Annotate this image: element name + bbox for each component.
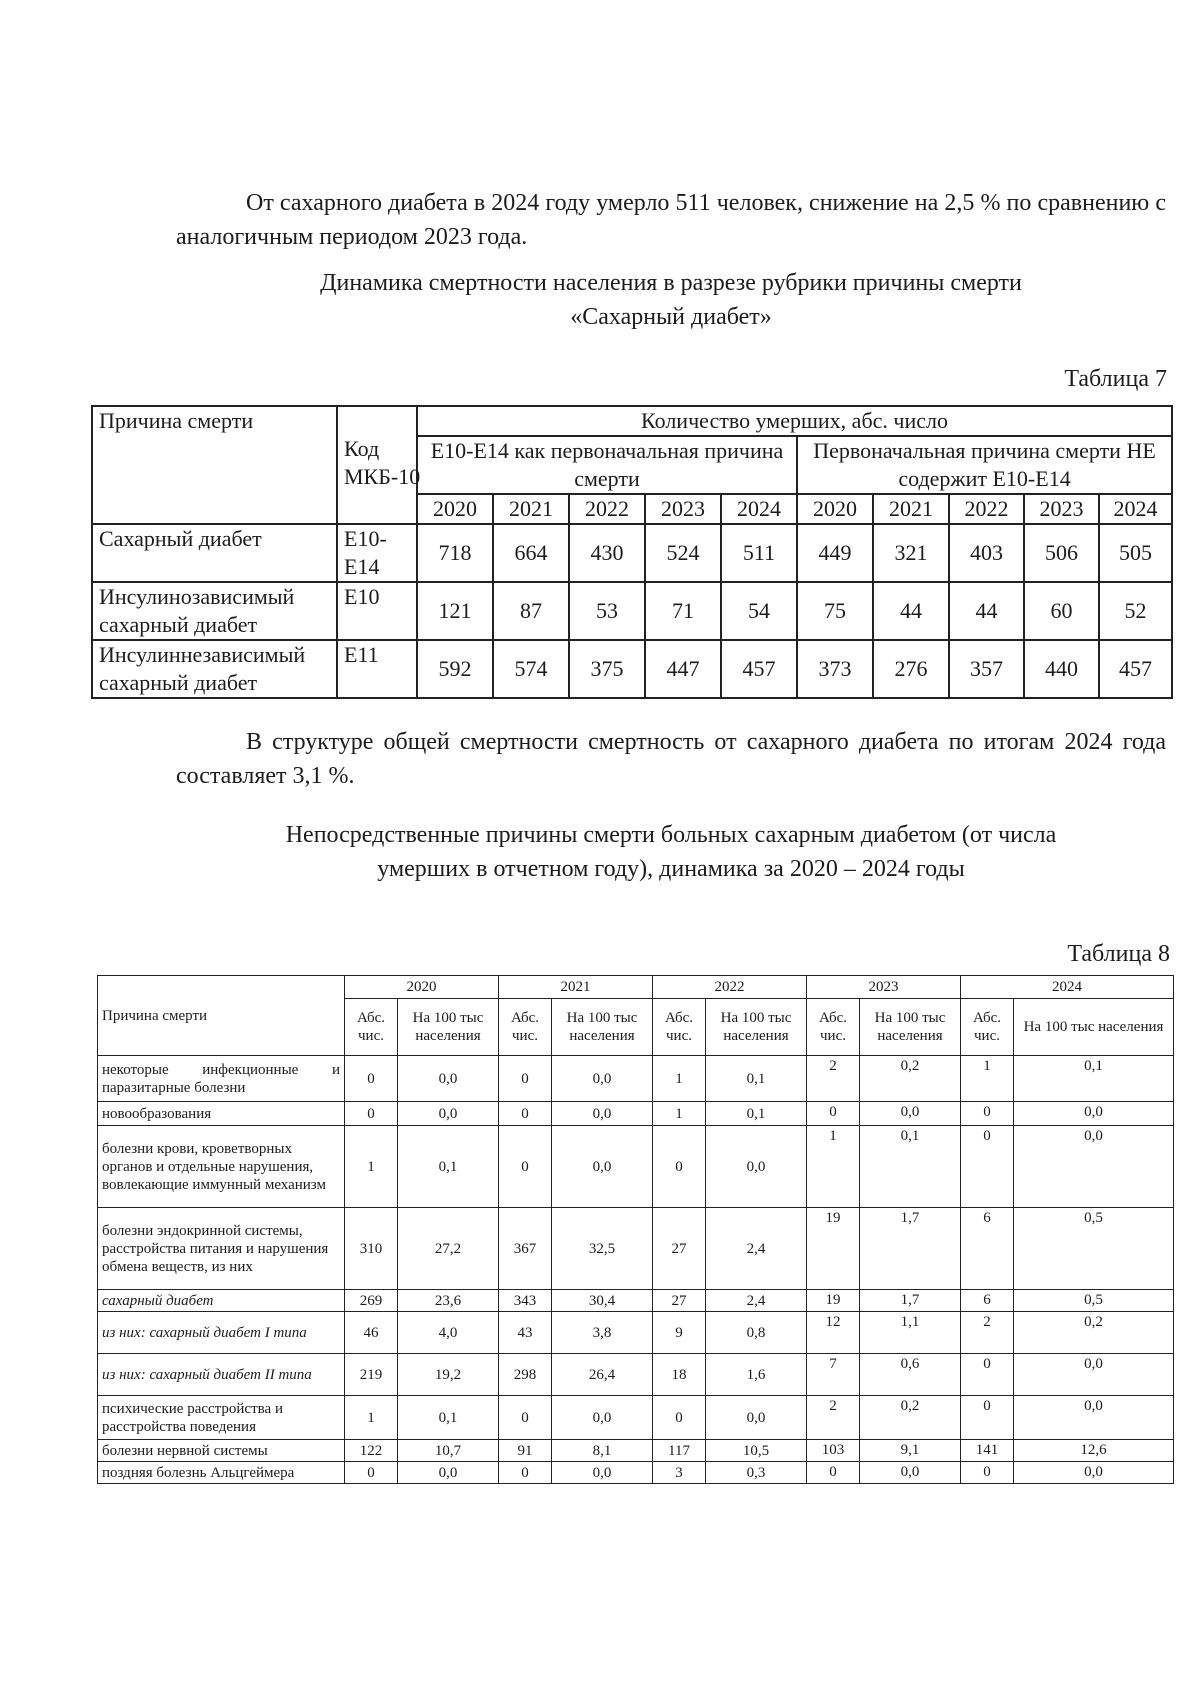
structure-paragraph: В структуре общей смертности смертность от сахарного диабета по итогам 2024 года составляет 3,1 %. <box>176 729 1166 789</box>
t7-value-cell: 592 <box>417 640 493 698</box>
t8-value-cell: 0,0 <box>1014 1462 1174 1484</box>
table-row <box>98 1396 1174 1440</box>
t8-value-cell: 0,5 <box>1014 1290 1174 1312</box>
t8-value-cell: 32,5 <box>552 1208 653 1290</box>
t8-value-cell: 1 <box>653 1102 706 1126</box>
t8-cause-cell: болезни эндокринной системы, расстройства питания и нарушения обмена веществ, из них <box>98 1208 345 1290</box>
t7-value-cell: 718 <box>417 524 493 582</box>
t8-value-cell: 19,2 <box>398 1354 499 1396</box>
table-row <box>98 1208 1174 1290</box>
t8-header-abs: Абс. чис. <box>807 999 860 1056</box>
t7-value-cell: 574 <box>493 640 569 698</box>
t8-value-cell: 0 <box>807 1102 860 1126</box>
t8-value-cell: 0,0 <box>1014 1126 1174 1208</box>
t7-header-year: 2021 <box>493 494 569 524</box>
t8-value-cell: 3,8 <box>552 1312 653 1354</box>
table-8 <box>97 975 1174 1484</box>
t7-value-cell: 54 <box>721 582 797 640</box>
t8-value-cell: 1 <box>807 1126 860 1208</box>
t7-header-year: 2022 <box>569 494 645 524</box>
t8-value-cell: 0,0 <box>398 1102 499 1126</box>
t7-value-cell: 375 <box>569 640 645 698</box>
table7-label: Таблица 7 <box>1064 366 1167 392</box>
t7-value-cell: 44 <box>873 582 949 640</box>
t7-value-cell: 449 <box>797 524 873 582</box>
t8-value-cell: 0 <box>961 1354 1014 1396</box>
t7-header-year: 2020 <box>797 494 873 524</box>
t7-header-year: 2024 <box>721 494 797 524</box>
t7-value-cell: 52 <box>1099 582 1172 640</box>
t7-header-year: 2023 <box>645 494 721 524</box>
t8-value-cell: 0,1 <box>706 1056 807 1102</box>
t8-value-cell: 9 <box>653 1312 706 1354</box>
table-row <box>98 1354 1174 1396</box>
t8-header-abs: Абс. чис. <box>499 999 552 1056</box>
t8-value-cell: 26,4 <box>552 1354 653 1396</box>
t8-value-cell: 0 <box>345 1462 398 1484</box>
t8-value-cell: 0 <box>345 1102 398 1126</box>
t8-value-cell: 1 <box>653 1056 706 1102</box>
t7-header-year: 2022 <box>949 494 1024 524</box>
t8-value-cell: 0,0 <box>706 1396 807 1440</box>
t8-cause-cell: некоторые инфекционные и паразитарные болезни <box>98 1056 345 1102</box>
t8-header-year: 2021 <box>499 976 653 999</box>
t8-header-abs: Абс. чис. <box>345 999 398 1056</box>
t8-value-cell: 0 <box>961 1396 1014 1440</box>
t8-header-per100k: На 100 тыс населения <box>860 999 961 1056</box>
t7-value-cell: 440 <box>1024 640 1099 698</box>
t7-value-cell: 87 <box>493 582 569 640</box>
t8-header-cause: Причина смерти <box>98 976 345 1056</box>
t7-value-cell: 276 <box>873 640 949 698</box>
table8-caption-line1: Непосредственные причины смерти больных сахарным диабетом (от числа <box>285 822 1057 848</box>
t8-value-cell: 0,0 <box>552 1056 653 1102</box>
t8-value-cell: 1,6 <box>706 1354 807 1396</box>
t7-value-cell: 506 <box>1024 524 1099 582</box>
t8-value-cell: 0,0 <box>1014 1354 1174 1396</box>
t8-header-year: 2024 <box>961 976 1174 999</box>
t7-value-cell: 457 <box>1099 640 1172 698</box>
t7-value-cell: 403 <box>949 524 1024 582</box>
table-row <box>98 1056 1174 1102</box>
t8-value-cell: 0 <box>345 1056 398 1102</box>
table-row <box>98 1290 1174 1312</box>
t8-value-cell: 1 <box>961 1056 1014 1102</box>
t8-cause-cell: из них: сахарный диабет II типа <box>98 1354 345 1396</box>
t8-value-cell: 0,0 <box>860 1102 961 1126</box>
t8-value-cell: 2 <box>807 1056 860 1102</box>
t8-value-cell: 27 <box>653 1208 706 1290</box>
t7-code-cell: Е10 <box>337 582 417 640</box>
t8-value-cell: 23,6 <box>398 1290 499 1312</box>
t8-value-cell: 6 <box>961 1208 1014 1290</box>
t8-value-cell: 0,1 <box>398 1126 499 1208</box>
t8-value-cell: 12,6 <box>1014 1440 1174 1462</box>
t8-value-cell: 2,4 <box>706 1290 807 1312</box>
table8-label: Таблица 8 <box>1067 941 1170 967</box>
t8-value-cell: 27,2 <box>398 1208 499 1290</box>
t7-value-cell: 505 <box>1099 524 1172 582</box>
t7-value-cell: 44 <box>949 582 1024 640</box>
t8-value-cell: 298 <box>499 1354 552 1396</box>
table7-caption <box>176 266 1166 334</box>
t8-cause-cell: сахарный диабет <box>98 1290 345 1312</box>
t8-value-cell: 2 <box>807 1396 860 1440</box>
t8-cause-cell: из них: сахарный диабет I типа <box>98 1312 345 1354</box>
t7-value-cell: 321 <box>873 524 949 582</box>
t8-header-abs: Абс. чис. <box>653 999 706 1056</box>
t8-value-cell: 0,1 <box>706 1102 807 1126</box>
t7-cause-cell: Сахарный диабет <box>92 524 337 582</box>
t7-value-cell: 524 <box>645 524 721 582</box>
t7-value-cell: 664 <box>493 524 569 582</box>
t8-value-cell: 3 <box>653 1462 706 1484</box>
t8-value-cell: 0 <box>961 1102 1014 1126</box>
t8-value-cell: 0,0 <box>398 1056 499 1102</box>
t8-value-cell: 0,5 <box>1014 1208 1174 1290</box>
t8-value-cell: 0,2 <box>860 1396 961 1440</box>
t8-cause-cell: болезни нервной системы <box>98 1440 345 1462</box>
t8-value-cell: 0,1 <box>860 1126 961 1208</box>
t8-value-cell: 269 <box>345 1290 398 1312</box>
t8-value-cell: 0,2 <box>1014 1312 1174 1354</box>
t8-value-cell: 12 <box>807 1312 860 1354</box>
t8-header-year: 2022 <box>653 976 807 999</box>
t8-value-cell: 2,4 <box>706 1208 807 1290</box>
t7-header-group2: Первоначальная причина смерти НЕ содержит Е10-Е14 <box>797 436 1172 494</box>
t8-cause-cell: новообразования <box>98 1102 345 1126</box>
t8-value-cell: 1 <box>345 1396 398 1440</box>
t7-value-cell: 121 <box>417 582 493 640</box>
t8-value-cell: 8,1 <box>552 1440 653 1462</box>
t8-value-cell: 18 <box>653 1354 706 1396</box>
t8-value-cell: 122 <box>345 1440 398 1462</box>
t8-value-cell: 0,0 <box>860 1462 961 1484</box>
t8-value-cell: 0,8 <box>706 1312 807 1354</box>
t8-value-cell: 0 <box>961 1462 1014 1484</box>
t8-value-cell: 0,1 <box>1014 1056 1174 1102</box>
t8-value-cell: 43 <box>499 1312 552 1354</box>
t7-value-cell: 430 <box>569 524 645 582</box>
t8-value-cell: 310 <box>345 1208 398 1290</box>
t8-value-cell: 0 <box>499 1462 552 1484</box>
t8-value-cell: 0 <box>499 1126 552 1208</box>
t7-header-deaths: Количество умерших, абс. число <box>417 406 1172 436</box>
table-row <box>92 582 1172 640</box>
table8-caption-line2: умерших в отчетном году), динамика за 2020 – 2024 годы <box>377 856 965 882</box>
t8-value-cell: 1,1 <box>860 1312 961 1354</box>
t8-header-per100k: На 100 тыс населения <box>552 999 653 1056</box>
t7-code-cell: Е11 <box>337 640 417 698</box>
t8-value-cell: 2 <box>961 1312 1014 1354</box>
intro-paragraph: От сахарного диабета в 2024 году умерло 511 человек, снижение на 2,5 % по сравнению с аналогичным периодом 2023 года. <box>176 190 1166 250</box>
t7-value-cell: 447 <box>645 640 721 698</box>
t8-value-cell: 141 <box>961 1440 1014 1462</box>
table-row <box>98 1462 1174 1484</box>
t8-value-cell: 0 <box>653 1396 706 1440</box>
t8-value-cell: 0,0 <box>552 1126 653 1208</box>
t8-value-cell: 0 <box>807 1462 860 1484</box>
t8-value-cell: 10,5 <box>706 1440 807 1462</box>
table-row <box>92 524 1172 582</box>
t7-header-year: 2020 <box>417 494 493 524</box>
t7-value-cell: 71 <box>645 582 721 640</box>
t8-value-cell: 367 <box>499 1208 552 1290</box>
t8-value-cell: 7 <box>807 1354 860 1396</box>
t8-value-cell: 0,2 <box>860 1056 961 1102</box>
t8-value-cell: 0,0 <box>1014 1396 1174 1440</box>
table-row <box>98 1440 1174 1462</box>
t8-value-cell: 0,0 <box>398 1462 499 1484</box>
t8-value-cell: 0 <box>499 1102 552 1126</box>
t8-header-per100k: На 100 тыс населения <box>706 999 807 1056</box>
t8-value-cell: 0,1 <box>398 1396 499 1440</box>
table-row <box>92 640 1172 698</box>
t8-value-cell: 91 <box>499 1440 552 1462</box>
t7-header-year: 2021 <box>873 494 949 524</box>
t8-value-cell: 0,0 <box>1014 1102 1174 1126</box>
t8-cause-cell: психические расстройства и расстройства поведения <box>98 1396 345 1440</box>
t8-value-cell: 19 <box>807 1208 860 1290</box>
t8-header-year: 2020 <box>345 976 499 999</box>
table-7 <box>91 405 1173 699</box>
t8-value-cell: 0,6 <box>860 1354 961 1396</box>
t8-value-cell: 0 <box>653 1126 706 1208</box>
t8-value-cell: 0,3 <box>706 1462 807 1484</box>
t8-value-cell: 0 <box>499 1056 552 1102</box>
t8-value-cell: 1,7 <box>860 1290 961 1312</box>
t7-cause-cell: Инсулинозависимый сахарный диабет <box>92 582 337 640</box>
t8-header-year: 2023 <box>807 976 961 999</box>
t8-value-cell: 343 <box>499 1290 552 1312</box>
t8-value-cell: 0,0 <box>552 1462 653 1484</box>
t7-value-cell: 457 <box>721 640 797 698</box>
t8-value-cell: 0,0 <box>706 1126 807 1208</box>
t8-value-cell: 10,7 <box>398 1440 499 1462</box>
t7-header-group1: Е10-Е14 как первоначальная причина смерти <box>417 436 797 494</box>
t8-header-per100k: На 100 тыс населения <box>1014 999 1174 1056</box>
t8-value-cell: 6 <box>961 1290 1014 1312</box>
t7-header-cause: Причина смерти <box>92 406 337 524</box>
t7-code-cell: Е10-Е14 <box>337 524 417 582</box>
table7-caption-line1: Динамика смертности населения в разрезе рубрики причины смерти <box>320 270 1022 296</box>
table-row <box>98 1312 1174 1354</box>
t8-value-cell: 19 <box>807 1290 860 1312</box>
t7-value-cell: 511 <box>721 524 797 582</box>
t8-value-cell: 46 <box>345 1312 398 1354</box>
t8-value-cell: 1,7 <box>860 1208 961 1290</box>
t7-value-cell: 357 <box>949 640 1024 698</box>
t7-value-cell: 60 <box>1024 582 1099 640</box>
table8-caption <box>176 818 1166 886</box>
t7-value-cell: 75 <box>797 582 873 640</box>
t8-value-cell: 0 <box>961 1126 1014 1208</box>
t8-value-cell: 219 <box>345 1354 398 1396</box>
table-row <box>98 1126 1174 1208</box>
t7-header-year: 2024 <box>1099 494 1172 524</box>
table7-caption-line2: «Сахарный диабет» <box>570 304 772 330</box>
t8-value-cell: 0,0 <box>552 1102 653 1126</box>
t8-value-cell: 0,0 <box>552 1396 653 1440</box>
t8-cause-cell: болезни крови, кроветворных органов и отдельные нарушения, вовлекающие иммунный механизм <box>98 1126 345 1208</box>
t8-value-cell: 0 <box>499 1396 552 1440</box>
t8-header-per100k: На 100 тыс населения <box>398 999 499 1056</box>
t7-value-cell: 373 <box>797 640 873 698</box>
t7-value-cell: 53 <box>569 582 645 640</box>
t8-value-cell: 1 <box>345 1126 398 1208</box>
t8-value-cell: 4,0 <box>398 1312 499 1354</box>
t8-value-cell: 9,1 <box>860 1440 961 1462</box>
t7-header-year: 2023 <box>1024 494 1099 524</box>
t8-cause-cell: поздняя болезнь Альцгеймера <box>98 1462 345 1484</box>
t8-value-cell: 30,4 <box>552 1290 653 1312</box>
t7-cause-cell: Инсулиннезависимый сахарный диабет <box>92 640 337 698</box>
t8-value-cell: 117 <box>653 1440 706 1462</box>
t8-value-cell: 103 <box>807 1440 860 1462</box>
t8-value-cell: 27 <box>653 1290 706 1312</box>
t7-header-code: Код МКБ-10 <box>337 406 417 524</box>
t8-header-abs: Абс. чис. <box>961 999 1014 1056</box>
table-row <box>98 1102 1174 1126</box>
